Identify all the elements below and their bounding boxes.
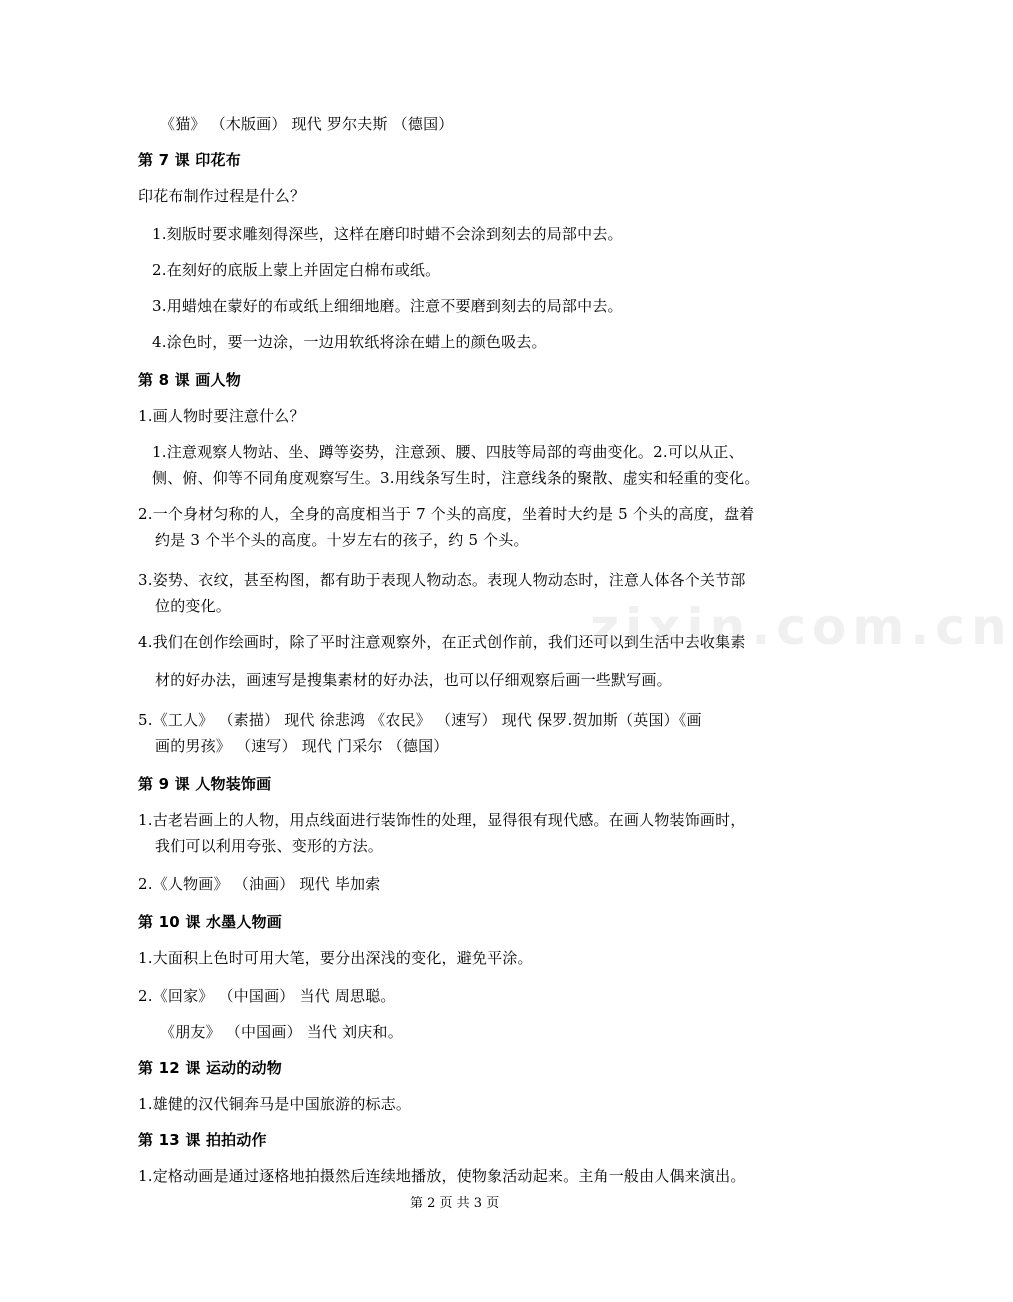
text-line: 材的好办法，画速写是搜集素材的好办法，也可以仔细观察后画一些默写画。: [155, 671, 672, 689]
lesson-heading: 第 12 课 运动的动物: [138, 1059, 282, 1077]
lesson-heading: 第 9 课 人物装饰画: [138, 775, 272, 793]
text-line: 2.在刻好的底版上蒙上并固定白棉布或纸。: [152, 261, 441, 279]
text-line: 1.刻版时要求雕刻得深些，这样在磨印时蜡不会涂到刻去的局部中去。: [152, 225, 623, 243]
text-line: 1.雄健的汉代铜奔马是中国旅游的标志。: [138, 1095, 412, 1113]
text-line: 1.画人物时要注意什么？: [138, 407, 305, 425]
text-line: 3.姿势、衣纹，甚至构图，都有助于表现人物动态。表现人物动态时，注意人体各个关节部: [138, 571, 746, 589]
text-line: 5.《工人》 （素描） 现代 徐悲鸿 《农民》 （速写） 现代 保罗.贺加斯（英国）《画: [138, 711, 702, 729]
lesson-heading: 第 10 课 水墨人物画: [138, 913, 282, 931]
text-line: 3.用蜡烛在蒙好的布或纸上细细地磨。注意不要磨到刻去的局部中去。: [152, 297, 623, 315]
lesson-heading: 第 8 课 画人物: [138, 371, 241, 389]
text-line: 1.定格动画是通过逐格地拍摄然后连续地播放，使物象活动起来。主角一般由人偶来演出。: [138, 1167, 746, 1185]
text-line: 2.《回家》 （中国画） 当代 周思聪。: [138, 987, 396, 1005]
text-line: 位的变化。: [155, 597, 232, 615]
text-line: 4.我们在创作绘画时，除了平时注意观察外，在正式创作前，我们还可以到生活中去收集素: [138, 633, 746, 651]
text-line: 1.注意观察人物站、坐、蹲等姿势，注意颈、腰、四肢等局部的弯曲变化。2.可以从正、: [152, 443, 744, 461]
text-line: 2.一个身材匀称的人，全身的高度相当于 7 个头的高度，坐着时大约是 5 个头的高度，盘着: [138, 505, 755, 523]
lesson-heading: 第 7 课 印花布: [138, 151, 241, 169]
text-line: 1.大面积上色时可用大笔，要分出深浅的变化，避免平涂。: [138, 949, 533, 967]
lesson-heading: 第 13 课 拍拍动作: [138, 1131, 267, 1149]
text-line: 2.《人物画》 （油画） 现代 毕加索: [138, 875, 381, 893]
text-line: 印花布制作过程是什么？: [138, 187, 306, 205]
text-line: 《朋友》 （中国画） 当代 刘庆和。: [160, 1023, 403, 1041]
text-line: 画的男孩》 （速写） 现代 门采尔 （德国）: [155, 737, 449, 755]
text-line: 1.古老岩画上的人物，用点线面进行装饰性的处理，显得很有现代感。在画人物装饰画时，: [138, 811, 746, 829]
text-line: 侧、俯、仰等不同角度观察写生。3.用线条写生时，注意线条的聚散、虚实和轻重的变化。: [152, 469, 760, 487]
watermark: zixin.com.cn: [590, 598, 1013, 656]
text-line: 4.涂色时，要一边涂，一边用软纸将涂在蜡上的颜色吸去。: [152, 333, 547, 351]
text-line: 《猫》 （木版画） 现代 罗尔夫斯 （德国）: [160, 115, 454, 133]
text-line: 约是 3 个半个头的高度。十岁左右的孩子，约 5 个头。: [155, 531, 529, 549]
page-footer: 第 2 页 共 3 页: [410, 1196, 500, 1211]
text-line: 我们可以利用夸张、变形的方法。: [155, 837, 384, 855]
